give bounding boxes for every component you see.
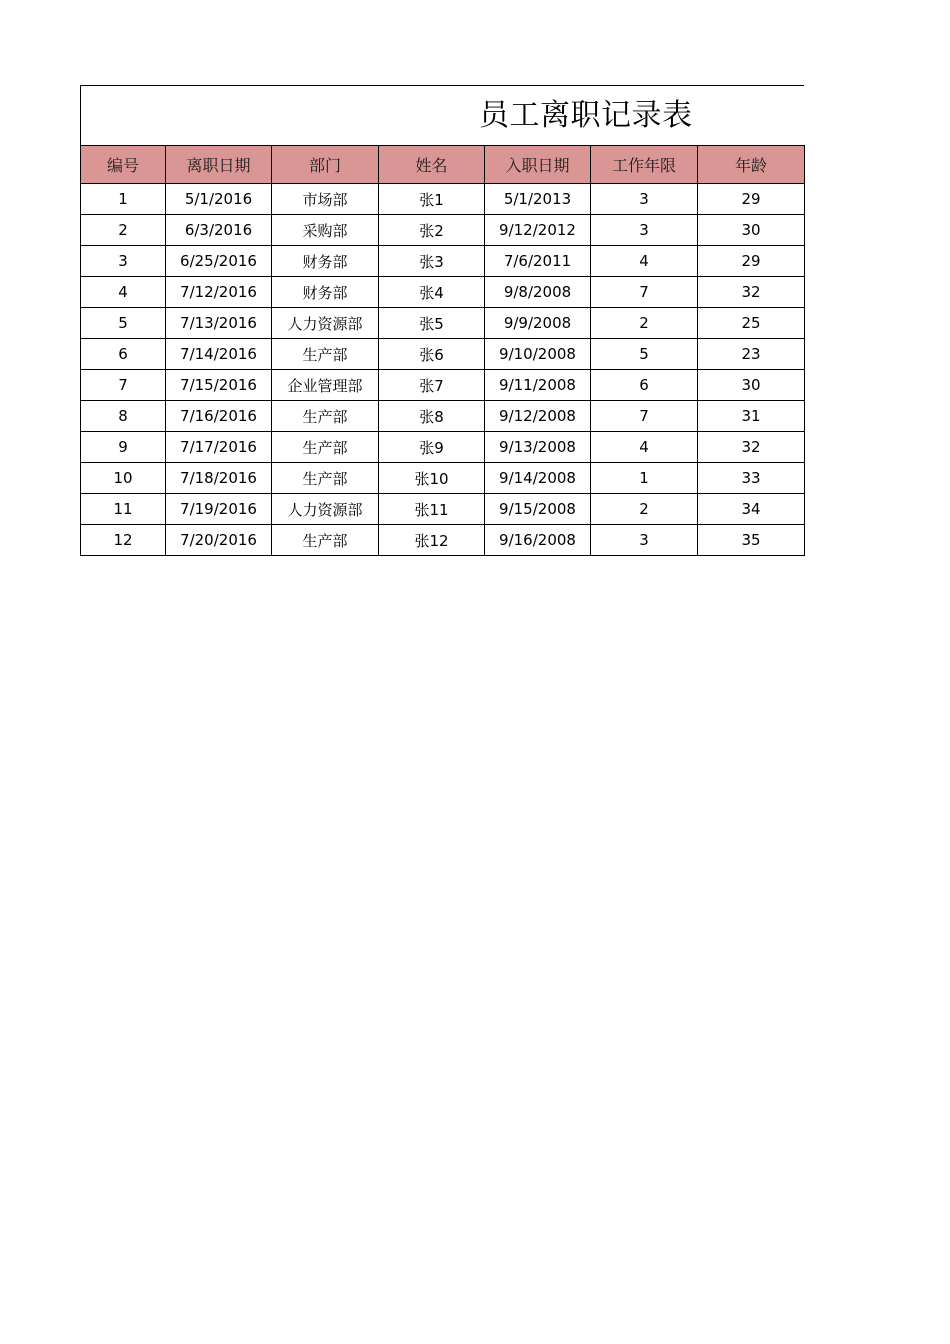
table-row bbox=[81, 370, 805, 401]
cell-resign-date: 7/16/2016 bbox=[166, 401, 272, 432]
cell-department: 财务部 bbox=[272, 246, 379, 277]
cell-hire-date: 7/6/2011 bbox=[485, 246, 591, 277]
table-row bbox=[81, 463, 805, 494]
cell-years-worked: 5 bbox=[591, 339, 698, 370]
cell-name: 张11 bbox=[379, 494, 485, 525]
table-row bbox=[81, 184, 805, 215]
cell-age: 23 bbox=[698, 339, 805, 370]
cell-id: 12 bbox=[81, 525, 166, 556]
cell-resign-date: 5/1/2016 bbox=[166, 184, 272, 215]
cell-id: 11 bbox=[81, 494, 166, 525]
column-header-department: 部门 bbox=[272, 146, 379, 184]
cell-years-worked: 2 bbox=[591, 494, 698, 525]
cell-id: 4 bbox=[81, 277, 166, 308]
cell-department: 生产部 bbox=[272, 432, 379, 463]
cell-name: 张8 bbox=[379, 401, 485, 432]
cell-department: 生产部 bbox=[272, 525, 379, 556]
cell-years-worked: 4 bbox=[591, 246, 698, 277]
cell-hire-date: 9/11/2008 bbox=[485, 370, 591, 401]
cell-hire-date: 9/13/2008 bbox=[485, 432, 591, 463]
column-header-resign-date: 离职日期 bbox=[166, 146, 272, 184]
cell-age: 30 bbox=[698, 370, 805, 401]
table-row bbox=[81, 308, 805, 339]
column-header-years-worked: 工作年限 bbox=[591, 146, 698, 184]
cell-department: 采购部 bbox=[272, 215, 379, 246]
cell-hire-date: 9/15/2008 bbox=[485, 494, 591, 525]
column-header-hire-date: 入职日期 bbox=[485, 146, 591, 184]
cell-resign-date: 7/17/2016 bbox=[166, 432, 272, 463]
column-header-id: 编号 bbox=[81, 146, 166, 184]
cell-hire-date: 9/10/2008 bbox=[485, 339, 591, 370]
table-row bbox=[81, 215, 805, 246]
cell-age: 25 bbox=[698, 308, 805, 339]
cell-id: 8 bbox=[81, 401, 166, 432]
cell-id: 7 bbox=[81, 370, 166, 401]
column-header-name: 姓名 bbox=[379, 146, 485, 184]
cell-resign-date: 7/14/2016 bbox=[166, 339, 272, 370]
cell-id: 1 bbox=[81, 184, 166, 215]
cell-name: 张1 bbox=[379, 184, 485, 215]
cell-resign-date: 7/13/2016 bbox=[166, 308, 272, 339]
cell-department: 生产部 bbox=[272, 339, 379, 370]
table-row bbox=[81, 246, 805, 277]
cell-department: 财务部 bbox=[272, 277, 379, 308]
column-header-age: 年龄 bbox=[698, 146, 805, 184]
cell-years-worked: 3 bbox=[591, 525, 698, 556]
cell-department: 企业管理部 bbox=[272, 370, 379, 401]
cell-age: 32 bbox=[698, 277, 805, 308]
cell-years-worked: 7 bbox=[591, 401, 698, 432]
cell-age: 29 bbox=[698, 246, 805, 277]
cell-resign-date: 7/12/2016 bbox=[166, 277, 272, 308]
cell-department: 市场部 bbox=[272, 184, 379, 215]
table-row bbox=[81, 401, 805, 432]
cell-hire-date: 9/14/2008 bbox=[485, 463, 591, 494]
cell-age: 33 bbox=[698, 463, 805, 494]
cell-hire-date: 9/16/2008 bbox=[485, 525, 591, 556]
table-row bbox=[81, 339, 805, 370]
cell-department: 人力资源部 bbox=[272, 494, 379, 525]
cell-id: 2 bbox=[81, 215, 166, 246]
cell-id: 3 bbox=[81, 246, 166, 277]
title-row bbox=[80, 85, 804, 145]
table-row bbox=[81, 277, 805, 308]
spreadsheet-page bbox=[80, 85, 804, 556]
page-title: 员工离职记录表 bbox=[479, 98, 693, 133]
cell-resign-date: 7/19/2016 bbox=[166, 494, 272, 525]
cell-resign-date: 6/3/2016 bbox=[166, 215, 272, 246]
cell-years-worked: 4 bbox=[591, 432, 698, 463]
cell-age: 35 bbox=[698, 525, 805, 556]
cell-hire-date: 9/12/2008 bbox=[485, 401, 591, 432]
cell-hire-date: 5/1/2013 bbox=[485, 184, 591, 215]
cell-name: 张12 bbox=[379, 525, 485, 556]
cell-years-worked: 6 bbox=[591, 370, 698, 401]
cell-age: 34 bbox=[698, 494, 805, 525]
cell-name: 张5 bbox=[379, 308, 485, 339]
cell-name: 张3 bbox=[379, 246, 485, 277]
cell-years-worked: 3 bbox=[591, 184, 698, 215]
table-row bbox=[81, 525, 805, 556]
cell-age: 32 bbox=[698, 432, 805, 463]
table-row bbox=[81, 494, 805, 525]
cell-years-worked: 3 bbox=[591, 215, 698, 246]
cell-age: 30 bbox=[698, 215, 805, 246]
cell-resign-date: 6/25/2016 bbox=[166, 246, 272, 277]
cell-years-worked: 1 bbox=[591, 463, 698, 494]
cell-name: 张6 bbox=[379, 339, 485, 370]
cell-id: 10 bbox=[81, 463, 166, 494]
table-header-row bbox=[81, 146, 805, 184]
cell-name: 张2 bbox=[379, 215, 485, 246]
cell-resign-date: 7/20/2016 bbox=[166, 525, 272, 556]
cell-name: 张10 bbox=[379, 463, 485, 494]
cell-years-worked: 7 bbox=[591, 277, 698, 308]
cell-id: 6 bbox=[81, 339, 166, 370]
cell-id: 9 bbox=[81, 432, 166, 463]
cell-name: 张7 bbox=[379, 370, 485, 401]
cell-hire-date: 9/12/2012 bbox=[485, 215, 591, 246]
cell-resign-date: 7/15/2016 bbox=[166, 370, 272, 401]
cell-hire-date: 9/8/2008 bbox=[485, 277, 591, 308]
resignation-records-table bbox=[80, 145, 805, 556]
cell-age: 29 bbox=[698, 184, 805, 215]
cell-age: 31 bbox=[698, 401, 805, 432]
cell-department: 生产部 bbox=[272, 401, 379, 432]
cell-resign-date: 7/18/2016 bbox=[166, 463, 272, 494]
table-body bbox=[81, 184, 805, 556]
cell-department: 生产部 bbox=[272, 463, 379, 494]
cell-id: 5 bbox=[81, 308, 166, 339]
cell-years-worked: 2 bbox=[591, 308, 698, 339]
table-row bbox=[81, 432, 805, 463]
cell-department: 人力资源部 bbox=[272, 308, 379, 339]
cell-hire-date: 9/9/2008 bbox=[485, 308, 591, 339]
cell-name: 张9 bbox=[379, 432, 485, 463]
cell-name: 张4 bbox=[379, 277, 485, 308]
